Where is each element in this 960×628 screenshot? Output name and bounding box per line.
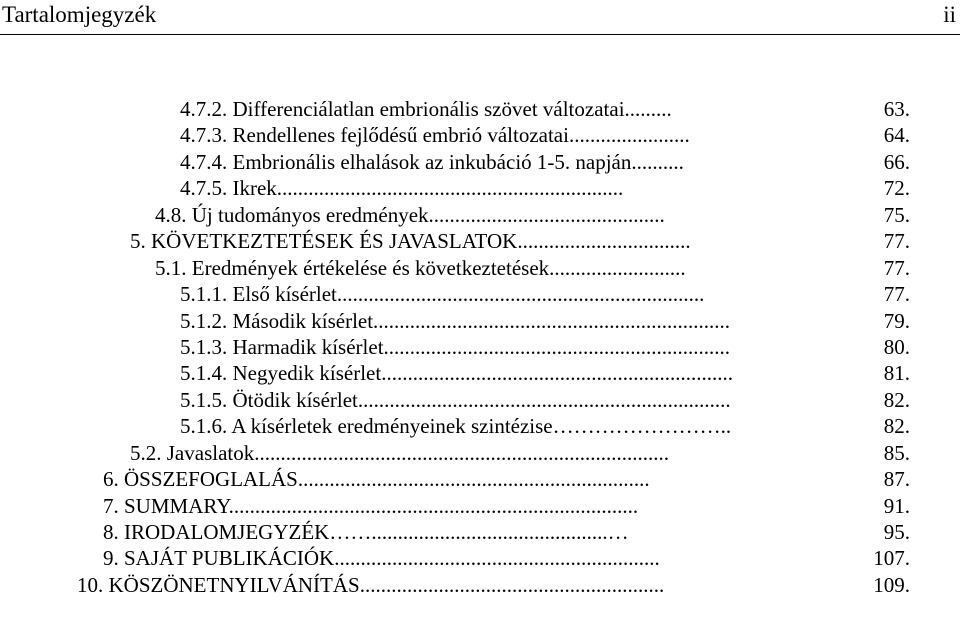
toc-entry: [0, 228, 960, 254]
toc-entry-title: 5.1.1. Első kísérlet......................................................................: [180, 282, 705, 307]
toc-entry: [0, 519, 960, 545]
toc-entry-title: 5.1. Eredmények értékelése és következtetések..........................: [155, 255, 686, 280]
header-page-number: ii: [943, 2, 956, 27]
toc-entry-page: 77.: [883, 282, 910, 307]
toc-entry-title: 5.2. Javaslatok...............................................................................: [130, 440, 669, 465]
toc-entry: [0, 334, 960, 360]
table-of-contents: [0, 96, 960, 598]
toc-entry: [0, 466, 960, 492]
toc-entry-page: 95.: [883, 520, 910, 544]
toc-entry-title: 4.7.2. Differenciálatlan embrionális szövet változatai.........: [180, 97, 672, 121]
toc-entry-title: 8. IRODALOMJEGYZÉK…….............................................…: [103, 520, 629, 544]
toc-entry-page: 63.: [883, 97, 910, 121]
toc-entry-title: 5.1.6. A kísérletek eredményeinek szintézise……………………..: [180, 414, 732, 439]
toc-entry-page: 107.: [873, 546, 910, 571]
toc-entry: [0, 572, 960, 598]
toc-entry-title: 4.7.5. Ikrek..................................................................: [180, 176, 624, 201]
toc-entry-page: 77.: [883, 255, 910, 280]
toc-entry-title: 5.1.5. Ötödik kísérlet.......................................................................: [180, 387, 731, 412]
toc-entry-title: 10. KÖSZÖNETNYILVÁNÍTÁS..........................................................: [77, 572, 665, 597]
page-title: Tartalomjegyzék: [2, 2, 157, 27]
toc-entry-page: 77.: [883, 229, 910, 254]
toc-entry: [0, 360, 960, 386]
toc-entry-page: 109.: [873, 572, 910, 597]
toc-entry-page: 82.: [883, 414, 910, 439]
toc-entry: [0, 255, 960, 281]
toc-entry-page: 85.: [883, 440, 910, 465]
toc-entry-page: 72.: [883, 176, 910, 201]
toc-entry-title: 5.1.4. Negyedik kísérlet...................................................................: [180, 361, 733, 386]
toc-entry: [0, 281, 960, 307]
toc-entry: [0, 96, 960, 122]
toc-entry-title: 4.7.3. Rendellenes fejlődésű embrió változatai.......................: [180, 123, 690, 148]
toc-entry: [0, 202, 960, 228]
toc-entry-page: 75.: [883, 202, 910, 227]
toc-entry-title: 5. KÖVETKEZTETÉSEK ÉS JAVASLATOK.................................: [130, 229, 691, 254]
toc-entry-page: 79.: [883, 308, 910, 333]
toc-entry-page: 80.: [883, 334, 910, 359]
toc-entry-title: 4.8. Új tudományos eredmények.............................................: [155, 202, 665, 227]
toc-entry: [0, 122, 960, 148]
toc-entry-page: 82.: [883, 387, 910, 412]
toc-entry-title: 4.7.4. Embrionális elhalások az inkubáció 1-5. napján..........: [180, 149, 684, 174]
toc-entry-title: 5.1.3. Harmadik kísérlet..................................................................: [180, 334, 731, 359]
toc-entry-page: 64.: [883, 123, 910, 148]
toc-entry: [0, 308, 960, 334]
toc-entry: [0, 149, 960, 175]
toc-entry-title: 9. SAJÁT PUBLIKÁCIÓK..............................................................: [103, 546, 660, 571]
toc-entry: [0, 413, 960, 439]
toc-entry-title: 6. ÖSSZEFOGLALÁS...................................................................: [103, 467, 650, 492]
toc-entry: [0, 545, 960, 571]
toc-entry-page: 91.: [883, 493, 910, 518]
toc-entry-page: 66.: [883, 149, 910, 174]
page-header: [0, 0, 960, 35]
toc-entry-title: 5.1.2. Második kísérlet....................................................................: [180, 308, 731, 333]
toc-entry-page: 81.: [883, 361, 910, 386]
toc-entry: [0, 440, 960, 466]
toc-entry-title: 7. SUMMARY..............................................................................: [103, 493, 639, 518]
toc-entry: [0, 175, 960, 201]
toc-entry: [0, 493, 960, 519]
toc-entry: [0, 387, 960, 413]
toc-entry-page: 87.: [883, 467, 910, 492]
